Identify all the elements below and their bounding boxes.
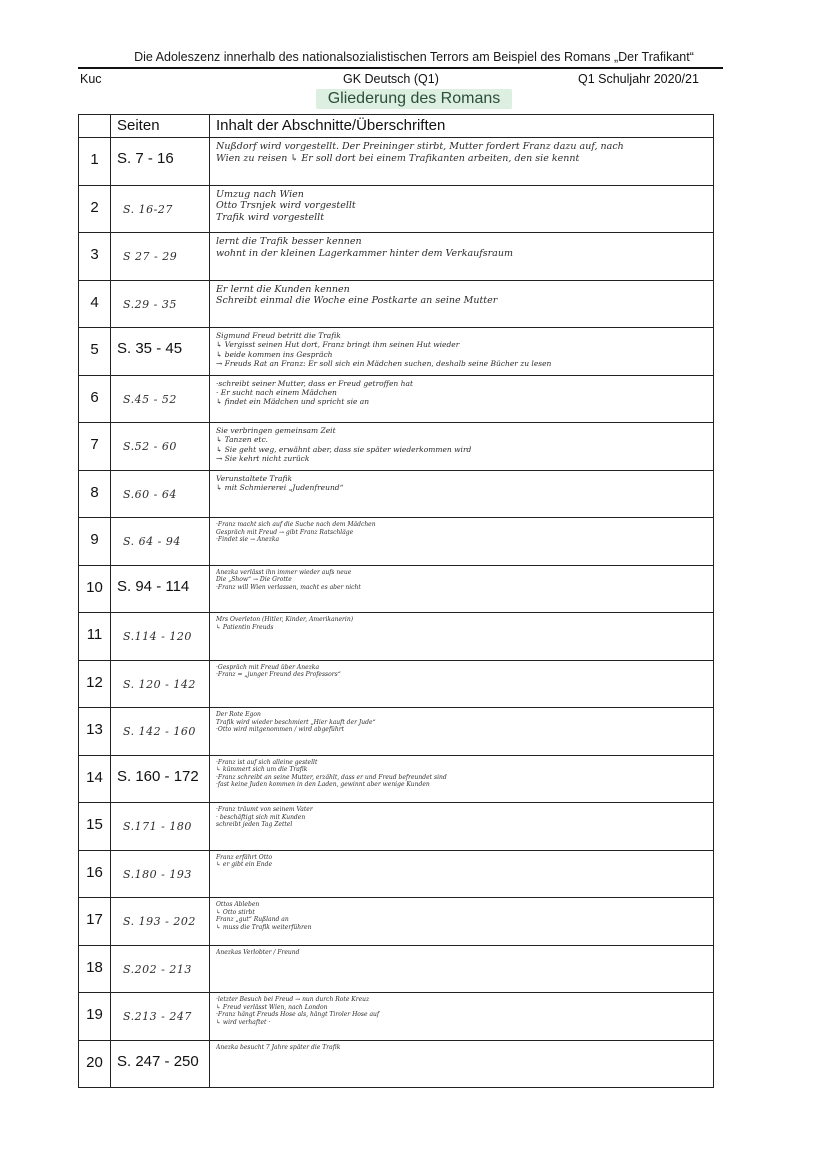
row-number: 16 [79,850,111,898]
content-line: ·fast keine Juden kommen in den Laden, gewinnt aber wenige Kunden [216,781,430,788]
content-line: ·Franz = „junger Freund des Professors“ [216,671,341,678]
row-content [210,993,714,1041]
content-line: · beschäftigt sich mit Kunden [216,813,306,821]
document-topic: Die Adoleszenz innerhalb des nationalsozialistischen Terrors am Beispiel des Romans „Der Trafikant“ [134,50,694,64]
content-line: Schreibt einmal die Woche eine Postkarte an seine Mutter [216,295,498,307]
content-line: Otto Trsnjek wird vorgestellt [216,200,356,212]
table-row [79,803,714,851]
row-content [210,803,714,851]
content-line: ↳ Sie geht weg, erwähnt aber, dass sie später wiederkommen wird [216,444,472,454]
table-row [79,613,714,661]
row-content [210,898,714,946]
row-pages: S. 142 - 160 [111,708,210,756]
row-content [210,518,714,566]
header-content: Inhalt der Abschnitte/Überschriften [210,115,714,138]
row-pages: S.114 - 120 [111,613,210,661]
row-content [210,945,714,993]
content-line: ↳ mit Schmiererei „Judenfreund“ [216,482,344,492]
content-line: ·Franz träumt von seinem Vater [216,806,313,813]
content-line: Wien zu reisen ↳ Er soll dort bei einem Trafikanten arbeiten, den sie kennt [216,152,580,164]
table-row [79,1040,714,1088]
content-line: ↳ Freud verlässt Wien, nach London [216,1003,328,1011]
row-content [210,328,714,376]
row-pages: S. 64 - 94 [111,518,210,566]
row-number: 12 [79,660,111,708]
table-row [79,945,714,993]
content-line: Er lernt die Kunden kennen [216,283,350,295]
content-line: Nußdorf wird vorgestellt. Der Preininger stirbt, Mutter fordert Franz dazu auf, nach [216,141,624,152]
row-number: 2 [79,185,111,233]
content-line: ·letzter Besuch bei Freud → nun durch Rote Kreuz [216,996,370,1003]
row-number: 13 [79,708,111,756]
content-line: wohnt in der kleinen Lagerkammer hinter dem Verkaufsraum [216,247,513,259]
row-content [210,708,714,756]
content-line: ↳ Patientin Freuds [216,623,274,631]
table-row [79,708,714,756]
content-line: Verunstaltete Trafik [216,473,293,483]
content-line: ·Franz hängt Freuds Hose als, hängt Tiroler Hose auf [216,1011,380,1018]
row-number: 5 [79,328,111,376]
content-line: ↳ wird verhaftet · [216,1018,271,1026]
content-line: ↳ Vergisst seinen Hut dort, Franz bringt ihm seinen Hut wieder [216,340,460,350]
content-line: Sigmund Freud betritt die Trafik [216,331,341,340]
table-header-row [79,115,714,138]
table-row [79,993,714,1041]
content-line: ↳ Otto stirbt [216,908,255,916]
content-line: → Freuds Rat an Franz: Er soll sich ein Mädchen suchen, deshalb seine Bücher zu lesen [216,359,552,369]
row-number: 1 [79,138,111,186]
row-pages: S. 16-27 [111,185,210,233]
heading-wrap [0,89,828,109]
content-line: ·Franz macht sich auf die Suche nach dem Mädchen [216,521,376,528]
content-line: Anezkas Verlobter / Freund [216,948,300,956]
row-pages: S. 193 - 202 [111,898,210,946]
content-line: lernt die Trafik besser kennen [216,236,362,247]
course-label: GK Deutsch (Q1) [343,72,439,86]
row-content [210,755,714,803]
content-line: Anezka besucht 7 Jahre später die Trafik [216,1043,341,1051]
row-pages: S.52 - 60 [111,423,210,471]
content-line: ·Findet sie → Anezka [216,536,280,543]
table-row [79,185,714,233]
content-line: schreibt jeden Tag Zettel [216,821,293,828]
content-line: ↳ muss die Trafik weiterführen [216,923,312,931]
row-number: 18 [79,945,111,993]
content-line: ↳ kümmert sich um die Trafik [216,766,308,773]
table-row [79,423,714,471]
table-row [79,565,714,613]
row-pages: S 27 - 29 [111,233,210,281]
content-line: Der Rote Egon [216,711,261,718]
content-line: ·Franz schreibt an seine Mutter, erzählt, dass er und Freud befreundet sind [216,773,447,781]
table-row [79,755,714,803]
row-content [210,280,714,328]
row-content [210,470,714,518]
row-pages: S.29 - 35 [111,280,210,328]
content-line: Die „Show“ → Die Grotte [216,576,292,583]
row-pages: S. 120 - 142 [111,660,210,708]
row-pages: S. 160 - 172 [111,755,210,803]
content-line: Anezka verlässt ihn immer wieder aufs neue [216,568,352,576]
content-line: ↳ beide kommen ins Gespräch [216,349,333,359]
content-line: Trafik wird wieder beschmiert „Hier kauft der Jude“ [216,718,376,726]
row-number: 15 [79,803,111,851]
content-line: Sie verbringen gemeinsam Zeit [216,426,336,435]
page-title: Gliederung des Romans [316,89,513,109]
table-row [79,660,714,708]
row-pages: S.202 - 213 [111,945,210,993]
header-rule [78,67,723,69]
table-row [79,850,714,898]
table-row [79,280,714,328]
content-line: ↳ er gibt ein Ende [216,861,273,868]
row-number: 8 [79,470,111,518]
row-pages: S. 7 - 16 [111,138,210,186]
term-label: Q1 Schuljahr 2020/21 [578,72,699,86]
row-pages: S. 247 - 250 [111,1040,210,1088]
content-line: Franz erfährt Otto [216,853,273,861]
row-number: 20 [79,1040,111,1088]
row-pages: S.60 - 64 [111,470,210,518]
row-number: 4 [79,280,111,328]
content-line: ·Franz ist auf sich alleine gestellt [216,758,318,766]
row-number: 9 [79,518,111,566]
content-line: ·Otto wird mitgenommen / wird abgeführt [216,726,345,733]
table-row [79,470,714,518]
row-pages: S. 94 - 114 [111,565,210,613]
row-content [210,660,714,708]
row-content [210,138,714,186]
row-number: 17 [79,898,111,946]
table-row [79,375,714,423]
author-label: Kuc [80,72,102,86]
row-number: 3 [79,233,111,281]
row-number: 6 [79,375,111,423]
table-row [79,898,714,946]
content-line: Ottos Ableben [216,901,260,908]
content-line: Umzug nach Wien [216,188,304,200]
content-line: ·Franz will Wien verlassen, macht es aber nicht [216,583,361,591]
content-line: → Sie kehrt nicht zurück [216,454,310,464]
table-row [79,518,714,566]
header-num [79,115,111,138]
content-line: ·Gespräch mit Freud über Anezka [216,663,320,671]
content-line: Mrs Overleton (Hitler, Kinder, Amerikanerin) [216,616,354,623]
row-number: 19 [79,993,111,1041]
row-number: 11 [79,613,111,661]
row-number: 14 [79,755,111,803]
table-row [79,138,714,186]
row-pages: S.45 - 52 [111,375,210,423]
content-line: Franz „gut“ Rußland an [216,916,289,923]
content-line: · Er sucht nach einem Mädchen [216,387,337,397]
row-number: 10 [79,565,111,613]
row-pages: S. 35 - 45 [111,328,210,376]
row-content [210,423,714,471]
table-body [79,138,714,1088]
content-line: ·schreibt seiner Mutter, dass er Freud getroffen hat [216,378,413,388]
content-line: Trafik wird vorgestellt [216,212,325,224]
row-content [210,375,714,423]
table-row [79,328,714,376]
row-pages: S.180 - 193 [111,850,210,898]
row-content [210,1040,714,1088]
content-line: Gespräch mit Freud → gibt Franz Ratschläge [216,528,354,536]
row-content [210,850,714,898]
content-line: ↳ findet ein Mädchen und spricht sie an [216,397,370,407]
row-number: 7 [79,423,111,471]
row-content [210,185,714,233]
content-line: ↳ Tanzen etc. [216,435,269,445]
row-content [210,613,714,661]
outline-table [78,114,714,1088]
header-pages: Seiten [111,115,210,138]
table-row [79,233,714,281]
row-pages: S.213 - 247 [111,993,210,1041]
row-content [210,565,714,613]
row-content [210,233,714,281]
row-pages: S.171 - 180 [111,803,210,851]
